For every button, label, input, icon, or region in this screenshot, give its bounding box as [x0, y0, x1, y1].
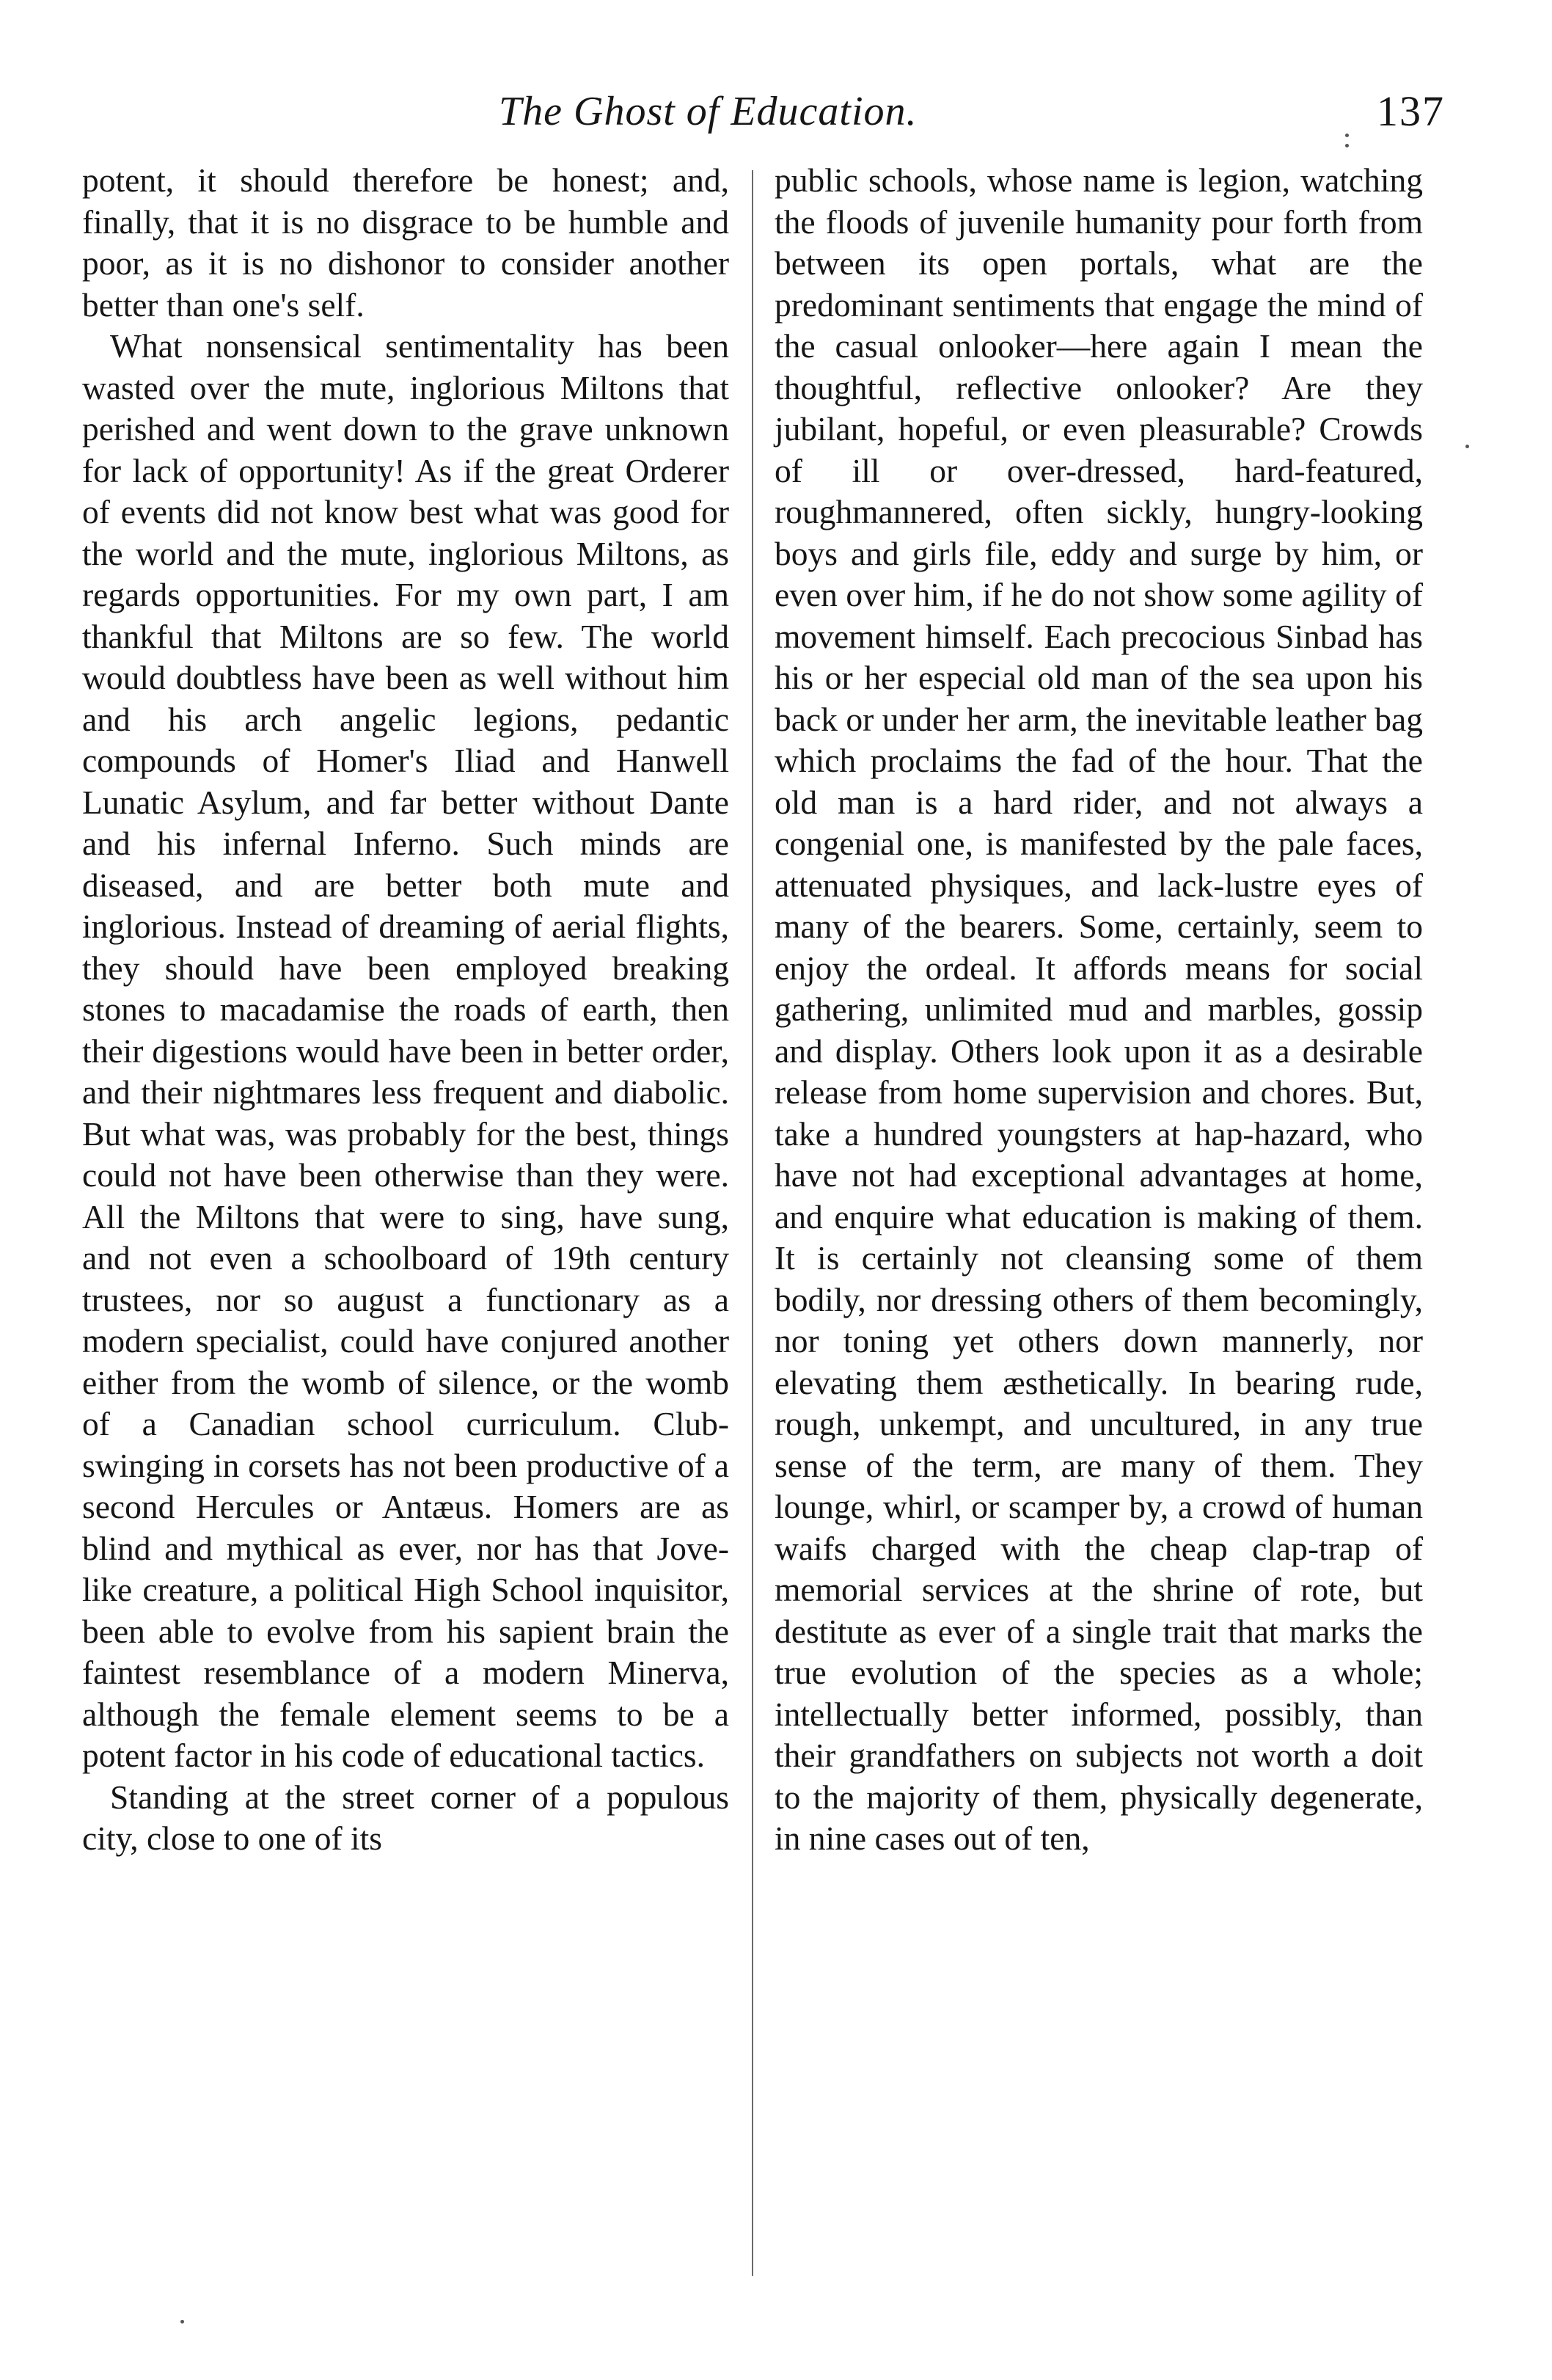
right-column	[775, 160, 1423, 1860]
left-paragraph-3: Standing at the street corner of a populous city, close to one of its	[82, 1778, 729, 1857]
page-number: 137	[1377, 87, 1445, 135]
ink-speck	[180, 2320, 184, 2324]
ink-speck	[1345, 134, 1349, 137]
ink-speck	[1345, 144, 1349, 147]
running-head	[499, 82, 1474, 141]
left-paragraph-1: potent, it should therefore be honest; and, finally, that it is no disgrace to be humble and poor, as it is no dishonor to consider another better than one's self.	[82, 161, 729, 324]
column-divider	[752, 170, 753, 2276]
ink-speck	[1465, 445, 1469, 448]
right-paragraph-1: public schools, whose name is legion, watching the floods of juvenile humanity pour forth from between its open portals, what are the predominant sentiments that engage the mind of the casual onlooker—here again I mean the thoughtful, reflective onlooker? Are they jubilant, hopeful, or even pleasurable? Crowds of ill or over-dressed, hard-featured, roughmannered, often sickly, hungry-looking boys and girls file, eddy and surge by him, or even over him, if he do not show some agility of movement himself. Each precocious Sinbad has his or her especial old man of the sea upon his back or under her arm, the inevitable leather bag which proclaims the fad of the hour. That the old man is a hard rider, and not always a congenial one, is manifested by the pale faces, attenuated physiques, and lack-lustre eyes of many of the bearers. Some, certainly, seem to enjoy the ordeal. It affords means for social gathering, unlimited mud and marbles, gossip and display. Others look upon it as a desirable release from home supervision and chores. But, take a hundred youngsters at hap-hazard, who have not had exceptional advantages at home, and enquire what education is making of them. It is certainly not cleansing some of them bodily, nor dressing others of them becomingly, nor toning yet others down mannerly, nor elevating them æsthetically. In bearing rude, rough, unkempt, and uncultured, in any true sense of the term, are many of them. They lounge, whirl, or scamper by, a crowd of human waifs charged with the cheap clap-trap of memorial services at the shrine of rote, but destitute as ever of a single trait that marks the true evolution of the species as a whole; intellectually better informed, possibly, than their grandfathers on subjects not worth a doit to the majority of them, physically degenerate, in nine cases out of ten,	[775, 161, 1423, 1857]
running-title: The Ghost of Education.	[499, 89, 918, 134]
left-paragraph-2: What nonsensical sentimentality has been wasted over the mute, inglorious Miltons that perished and went down to the grave unknown for lack of opportunity! As if the great Orderer of events did not know best what was good for the world and the mute, inglorious Miltons, as regards opportunities. For my own part, I am thankful that Miltons are so few. The world would doubtless have been as well without him and his arch angelic legions, pedantic compounds of Homer's Iliad and Hanwell Lunatic Asylum, and far better without Dante and his infernal Inferno. Such minds are diseased, and are better both mute and inglorious. Instead of dreaming of aerial flights, they should have been employed breaking stones to macadamise the roads of earth, then their digestions would have been in better order, and their nightmares less frequent and diabolic. But what was, was probably for the best, things could not have been otherwise than they were. All the Miltons that were to sing, have sung, and not even a schoolboard of 19th century trustees, nor so august a functionary as a modern specialist, could have conjured another either from the womb of silence, or the womb of a Canadian school curriculum. Club-swinging in corsets has not been productive of a second Hercules or Antæus. Homers are as blind and mythical as ever, nor has that Jove-like creature, a political High School inquisitor, been able to evolve from his sapient brain the faintest resemblance of a modern Minerva, although the female element seems to be a potent factor in his code of educational tactics.	[82, 327, 729, 1774]
left-column	[82, 160, 729, 1860]
